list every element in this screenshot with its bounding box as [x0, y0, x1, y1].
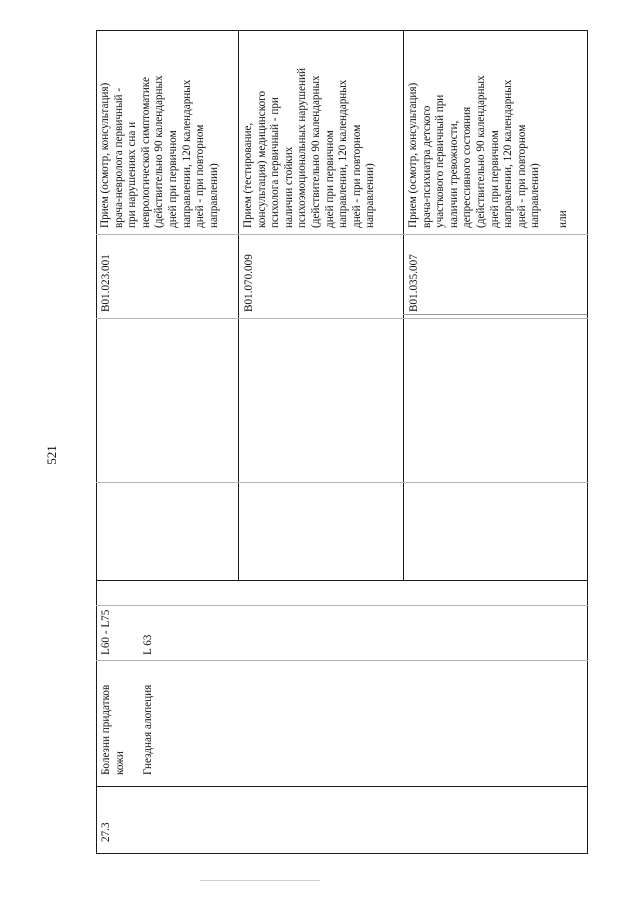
service-description-cell: Прием (осмотр, консультация) врача-психиатра детского участкового первичный при наличии тревожности, депрессивного состояния (действительно 90 календарных дней при первичном направлении, 120 календарных дней - при повторном направлении) или	[407, 75, 569, 228]
service-description-cell: Прием (осмотр, консультация) врача-невролога первичный - при нарушениях сна и неврологической симптоматике (действительно 90 календарных дней при первичном направлении, 120 календарных дней - при повторном направлении)	[99, 75, 220, 228]
service-code-cell: B01.035.007	[408, 254, 420, 312]
disease-group-cell: Болезни придатков кожи	[100, 684, 126, 775]
page-edge-mark	[200, 880, 320, 881]
page-number: 521	[44, 445, 59, 465]
service-code-cell: B01.070.009	[243, 254, 255, 312]
icd-range-cell: L60 - L75	[100, 609, 112, 655]
disease-cell: Гнездная алопеция	[142, 684, 154, 775]
icd-code-cell: L 63	[142, 634, 154, 655]
row-number-cell: 27.3	[100, 822, 112, 842]
service-description-cell: Прием (тестирование, консультация) медицинского психолога первичный - при наличии стойких психоэмоциональных нарушений (действительно 90 календарных дней при первичном направлении, 120 календарных дней - при повторном направлении)	[242, 68, 377, 228]
service-code-cell: B01.023.001	[100, 254, 112, 312]
